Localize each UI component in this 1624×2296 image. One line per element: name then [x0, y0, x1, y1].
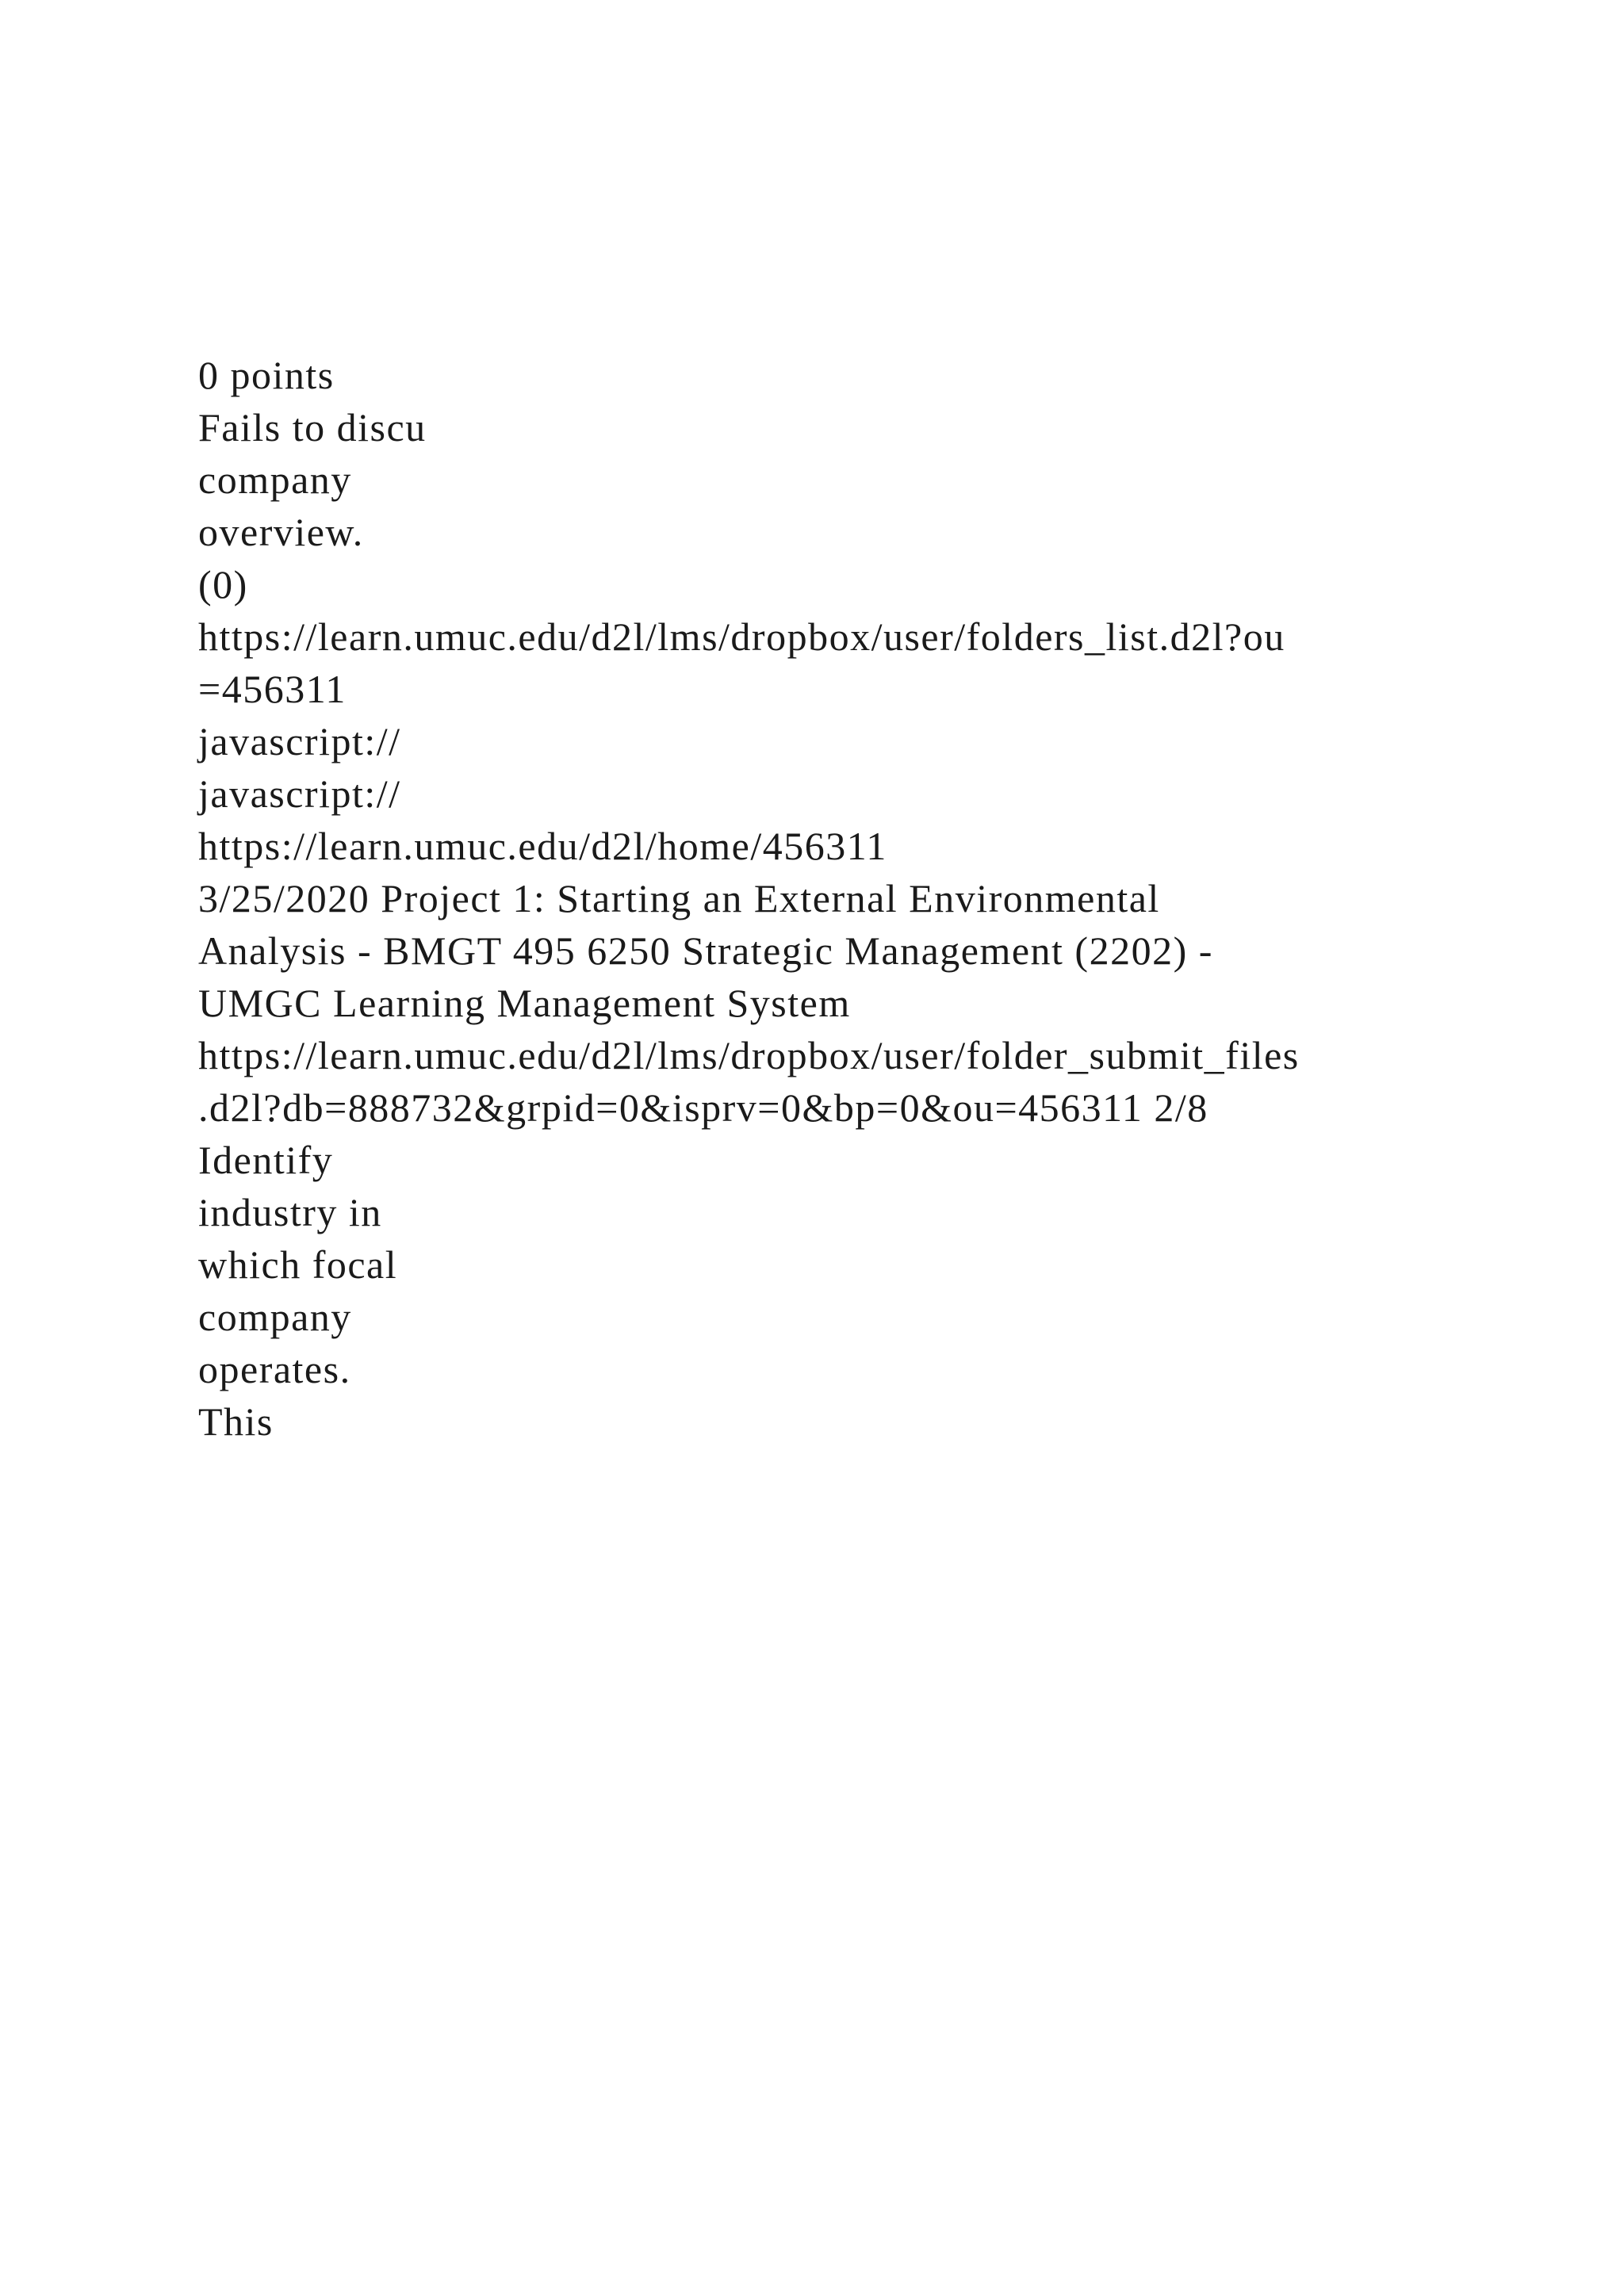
criterion-fail-line: Fails to discu: [198, 405, 427, 450]
criterion-identify-line: operates.: [198, 1347, 351, 1391]
criterion-fail-line: company: [198, 457, 352, 502]
page-header-line: 3/25/2020 Project 1: Starting an External Environmental: [198, 876, 1160, 920]
points-label: 0 points: [198, 353, 335, 397]
page-url-line: https://learn.umuc.edu/d2l/lms/dropbox/user/folder_submit_files: [198, 1033, 1300, 1077]
page-header-line: Analysis - BMGT 495 6250 Strategic Management (2202) -: [198, 928, 1213, 973]
link-text: javascript://: [198, 771, 401, 816]
page-url-line: .d2l?db=888732&grpid=0&isprv=0&bp=0&ou=456311 2/8: [198, 1085, 1208, 1130]
criterion-identify-line: which focal: [198, 1242, 398, 1287]
link-text: =456311: [198, 667, 347, 711]
criterion-fail-line: overview.: [198, 510, 364, 554]
link-text: https://learn.umuc.edu/d2l/lms/dropbox/user/folders_list.d2l?ou: [198, 614, 1285, 659]
link-text: https://learn.umuc.edu/d2l/home/456311: [198, 824, 887, 868]
criterion-identify-line: This: [198, 1399, 274, 1444]
criterion-identify-line: industry in: [198, 1190, 382, 1234]
criterion-identify-line: Identify: [198, 1138, 334, 1182]
criterion-fail-line: (0): [198, 562, 248, 607]
criterion-identify-line: company: [198, 1295, 352, 1339]
document-text: [198, 349, 1546, 1448]
page-header-line: UMGC Learning Management System: [198, 981, 851, 1025]
link-text: javascript://: [198, 719, 401, 763]
